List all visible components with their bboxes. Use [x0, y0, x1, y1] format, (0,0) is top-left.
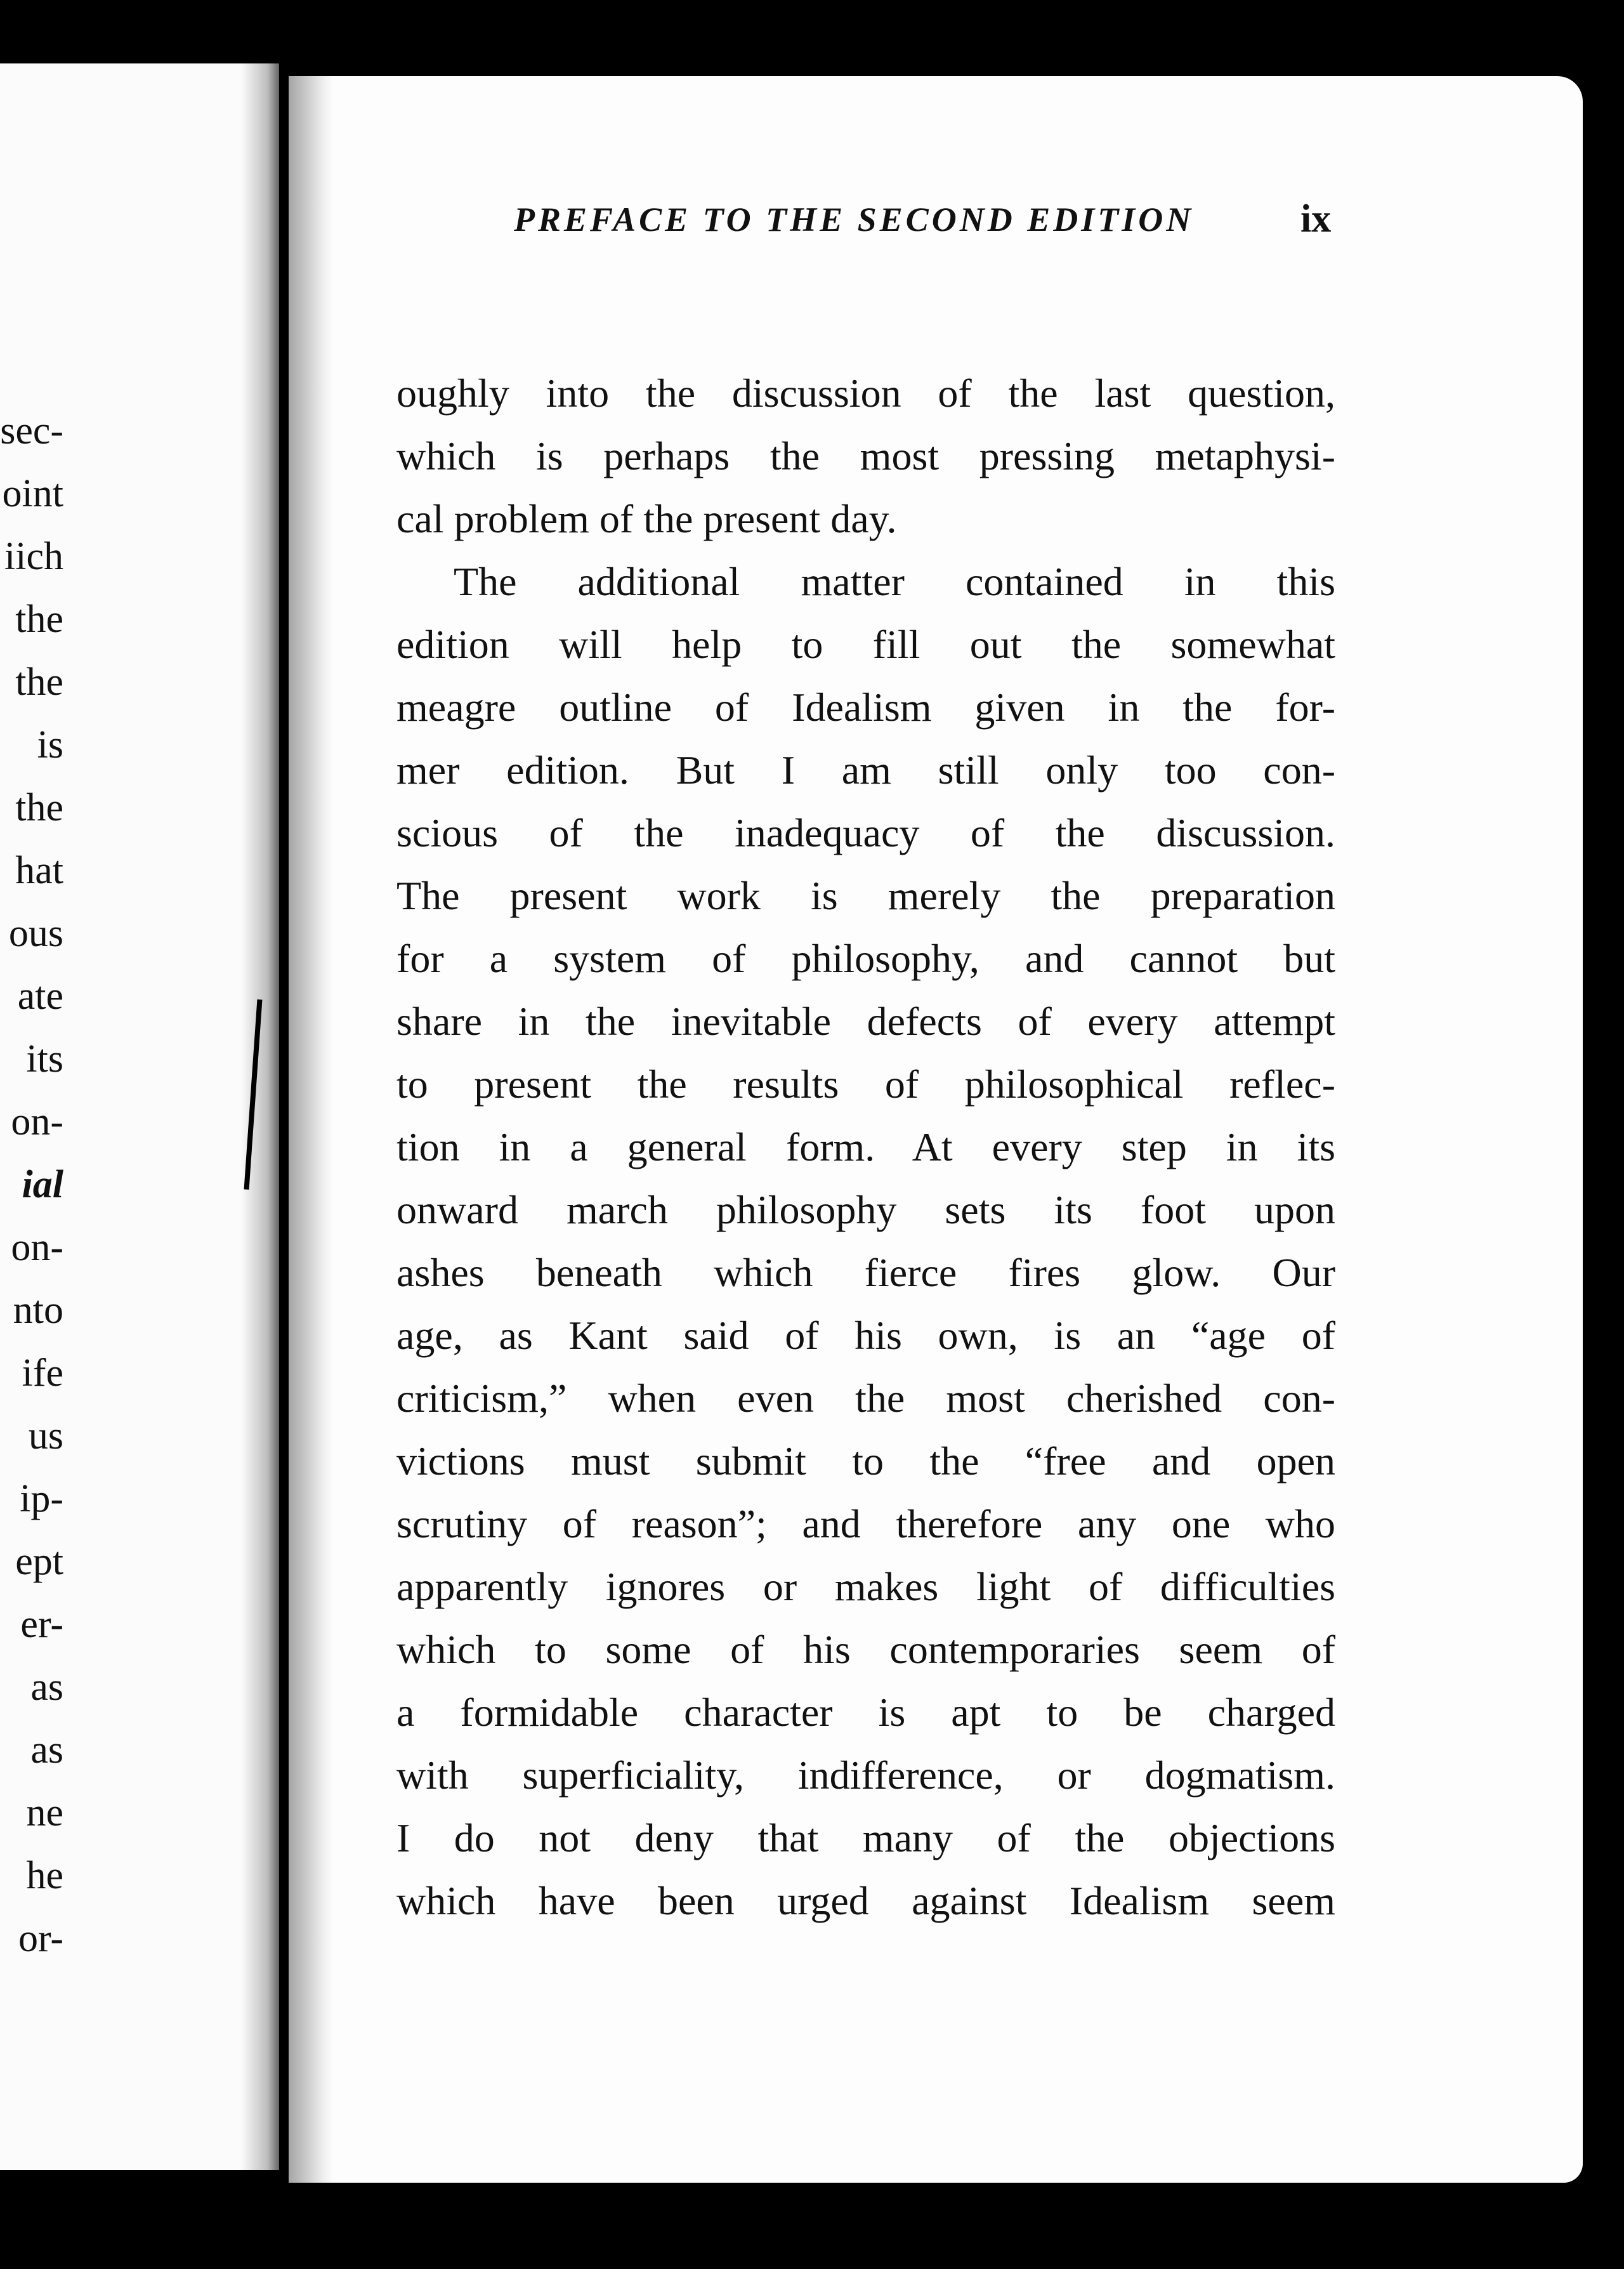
text-line: a formidable character is apt to be charged	[396, 1690, 1335, 1735]
text-line: which to some of his contemporaries seem of	[396, 1627, 1335, 1672]
text-line: victions must submit to the “free and open	[396, 1438, 1335, 1483]
left-line: oint	[2, 472, 63, 515]
text-line: which is perhaps the most pressing metaphysi-	[396, 433, 1335, 478]
text-line: share in the inevitable defects of every attempt	[396, 999, 1335, 1044]
left-line: he	[26, 1854, 63, 1897]
left-line: as	[30, 1666, 63, 1709]
left-line: sec-	[0, 409, 63, 452]
left-line: nto	[13, 1289, 63, 1332]
book-gutter-shadow	[241, 63, 279, 2170]
left-line: on-	[11, 1226, 63, 1269]
page-gutter-shade	[289, 76, 333, 2183]
running-head: PREFACE TO THE SECOND EDITION	[514, 201, 1195, 239]
text-line: cal problem of the present day.	[396, 496, 897, 541]
left-line: the	[15, 598, 63, 641]
text-line: scrutiny of reason”; and therefore any one who	[396, 1501, 1335, 1546]
left-line: on-	[11, 1100, 63, 1143]
text-line: ashes beneath which fierce fires glow. Our	[396, 1250, 1335, 1295]
left-line: ife	[22, 1352, 63, 1395]
left-line-italic: ial	[22, 1163, 63, 1206]
text-line: The present work is merely the preparation	[396, 873, 1335, 918]
left-line: the	[15, 661, 63, 704]
left-page	[0, 63, 279, 2170]
text-line: to present the results of philosophical reflec-	[396, 1062, 1335, 1107]
text-line: with superficiality, indifference, or dogmatism.	[396, 1753, 1335, 1798]
left-line: ne	[26, 1791, 63, 1834]
text-line: I do not deny that many of the objections	[396, 1815, 1335, 1860]
left-page-text	[0, 400, 127, 1970]
left-line: ept	[15, 1540, 63, 1583]
text-line: for a system of philosophy, and cannot but	[396, 936, 1335, 981]
text-line: oughly into the discussion of the last question,	[396, 371, 1335, 416]
text-line: age, as Kant said of his own, is an “age of	[396, 1313, 1335, 1358]
left-line: is	[37, 723, 63, 766]
left-line: hat	[15, 849, 63, 892]
text-line: onward march philosophy sets its foot upon	[396, 1187, 1335, 1232]
text-line: which have been urged against Idealism seem	[396, 1878, 1335, 1923]
paragraph-first-line: The additional matter contained in this	[454, 559, 1335, 604]
text-line: edition will help to fill out the somewhat	[396, 622, 1335, 667]
left-line: or-	[18, 1917, 63, 1960]
left-line: the	[15, 786, 63, 829]
text-line: scious of the inadequacy of the discussion.	[396, 810, 1335, 855]
left-line: er-	[20, 1603, 63, 1646]
page-body-text	[396, 362, 1335, 1932]
left-line: ous	[8, 912, 63, 955]
text-line: mer edition. But I am still only too con-	[396, 747, 1335, 793]
left-line: iich	[4, 535, 63, 578]
page-number: ix	[1300, 197, 1332, 240]
text-line: criticism,” when even the most cherished con-	[396, 1376, 1335, 1421]
text-line: meagre outline of Idealism given in the for-	[396, 685, 1335, 730]
left-line: ip-	[20, 1477, 63, 1520]
left-line: us	[28, 1414, 63, 1457]
left-line: ate	[17, 975, 63, 1018]
text-line: apparently ignores or makes light of difficulties	[396, 1564, 1335, 1609]
text-line: tion in a general form. At every step in its	[396, 1124, 1335, 1169]
left-line: as	[30, 1728, 63, 1772]
left-line: its	[26, 1037, 63, 1081]
